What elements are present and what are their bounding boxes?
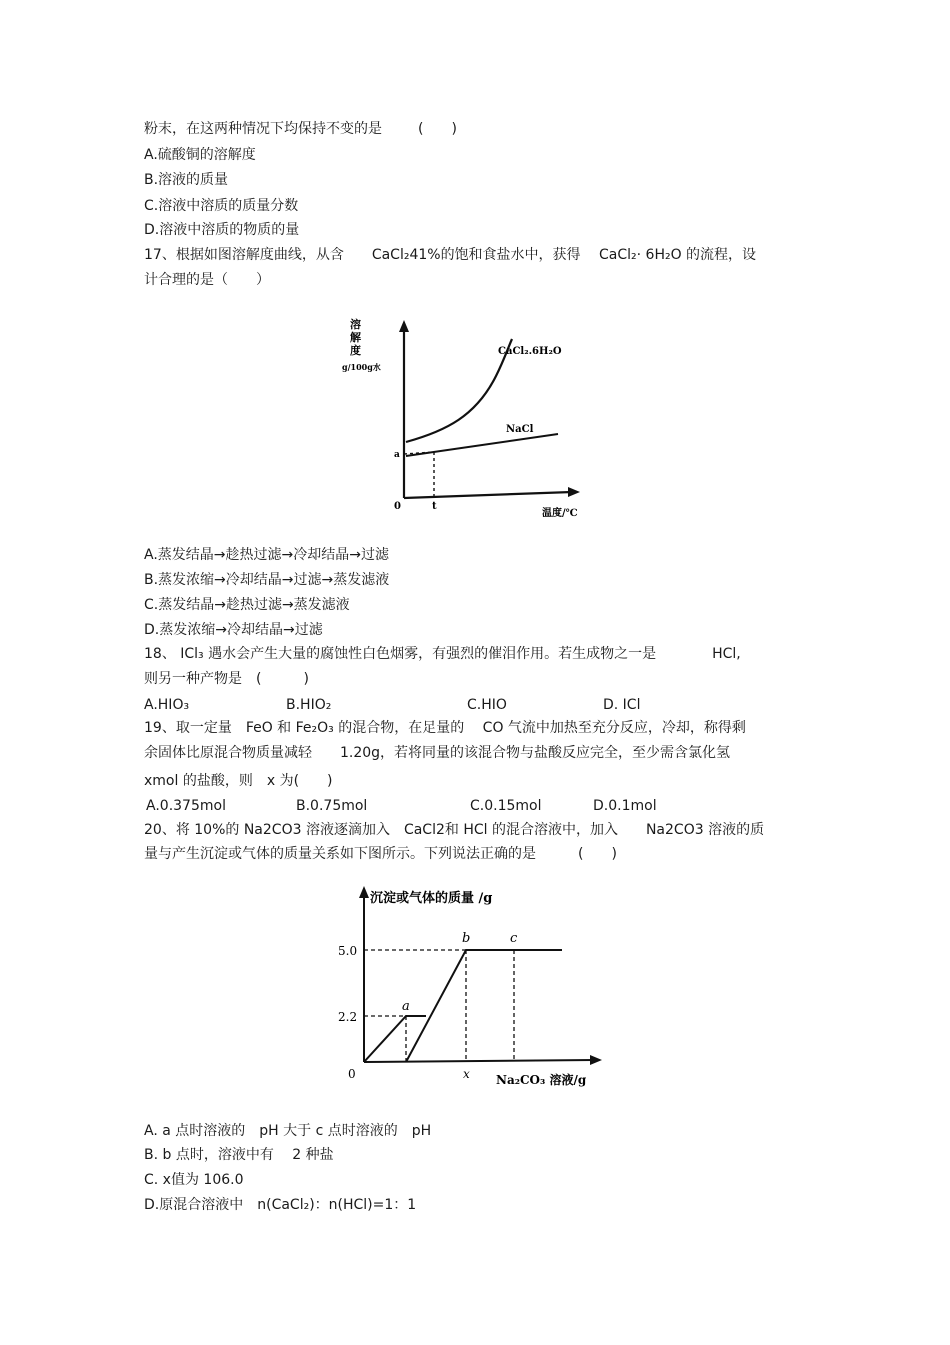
point-c: c: [510, 931, 518, 946]
ylabel: 沉淀或气体的质量 /g: [370, 891, 493, 906]
q16-stem: [144, 120, 457, 138]
q17-option-d: D.蒸发浓缩→冷却结晶→过滤: [144, 622, 323, 638]
q17-stem-line1: 17、根据如图溶解度曲线，从含 CaCl₂41%的饱和食盐水中，获得 CaCl₂· 6H₂O 的流程，设: [144, 247, 757, 263]
q20-option-b: B. b 点时，溶液中有 2 种盐: [144, 1147, 334, 1163]
q17-stem-line2: 计合理的是（ ）: [144, 272, 270, 288]
q18-option-d: D. ICl: [603, 697, 641, 713]
q18-option-c: C.HIO: [467, 697, 507, 713]
ytick-5-0: 5.0: [338, 944, 358, 958]
origin-label: 0: [348, 1067, 356, 1081]
q16-paren: ( ): [418, 121, 457, 137]
ylabel-line2: 解: [350, 331, 361, 344]
xtick-x: x: [463, 1067, 470, 1081]
cacl2-curve: [406, 339, 512, 442]
precipitate-line: [406, 950, 562, 1062]
q17-option-b: B.蒸发浓缩→冷却结晶→过滤→蒸发滤液: [144, 572, 390, 588]
x-axis-arrow: [568, 487, 580, 497]
q19-stem-line1: 19、取一定量 FeO 和 Fe₂O₃ 的混合物，在足量的 CO 气流中加热至充分反应，冷却，称得剩: [144, 720, 746, 736]
x-axis: [364, 1060, 594, 1062]
series-cacl2-label: CaCl₂.6H₂O: [498, 346, 562, 357]
q20-stem-line2: 量与产生沉淀或气体的质量关系如下图所示。下列说法正确的是 ( ): [144, 846, 617, 862]
q17-option-c: C.蒸发结晶→趁热过滤→蒸发滤液: [144, 597, 350, 613]
x-axis: [404, 492, 572, 498]
q16-option-d: D.溶液中溶质的物质的量: [144, 222, 300, 238]
y-axis-arrow: [399, 320, 409, 332]
y-axis-arrow: [359, 886, 369, 898]
q19-option-a: A.0.375mol: [146, 798, 226, 814]
q19-option-c: C.0.15mol: [470, 798, 542, 814]
q19-option-b: B.0.75mol: [296, 798, 368, 814]
guide-a: [404, 452, 434, 454]
q18-option-a: A.HIO₃: [144, 697, 190, 713]
q16-option-c: C.溶液中溶质的质量分数: [144, 198, 299, 214]
q20-option-c: C. x值为 106.0: [144, 1172, 244, 1188]
q18-stem-line1: 18、 ICl₃ 遇水会产生大量的腐蚀性白色烟雾，有强烈的催泪作用。若生成物之一是 HCl,: [144, 646, 741, 662]
solubility-figure: [336, 306, 606, 526]
precipitate-mass-chart: [326, 876, 612, 1092]
tick-t: t: [432, 501, 437, 512]
q16-option-a: A.硫酸铜的溶解度: [144, 147, 256, 163]
tick-a: a: [394, 450, 400, 460]
q20-option-a: A. a 点时溶液的 pH 大于 c 点时溶液的 pH: [144, 1123, 432, 1139]
q17-option-a: A.蒸发结晶→趁热过滤→冷却结晶→过滤: [144, 547, 389, 563]
xlabel: 温度/℃: [542, 508, 578, 519]
series-nacl-label: NaCl: [506, 424, 534, 435]
gas-line: [364, 1016, 426, 1062]
ylabel-unit: g/100g水: [342, 362, 381, 372]
ylabel-line1: 溶: [350, 318, 361, 331]
q19-stem-line3: xmol 的盐酸，则 x 为( ): [144, 773, 333, 789]
q16-stem-text: 粉末，在这两种情况下均保持不变的是: [144, 121, 382, 137]
q19-option-d: D.0.1mol: [593, 798, 657, 814]
xlabel: Na₂CO₃ 溶液/g: [496, 1073, 587, 1087]
origin-label: 0: [394, 501, 401, 512]
x-axis-arrow: [590, 1055, 602, 1065]
precipitate-figure: [326, 876, 612, 1092]
ytick-2-2: 2.2: [338, 1010, 358, 1024]
q19-stem-line2: 余固体比原混合物质量减轻 1.20g，若将同量的该混合物与盐酸反应完全，至少需含氯化氢: [144, 745, 731, 761]
solubility-curve-chart: [336, 306, 606, 526]
point-a: a: [402, 999, 410, 1014]
q16-option-b: B.溶液的质量: [144, 172, 229, 188]
ylabel-line3: 度: [350, 344, 361, 357]
q20-stem-line1: 20、将 10%的 Na2CO3 溶液逐滴加入 CaCl2和 HCl 的混合溶液中，加入 Na2CO3 溶液的质: [144, 822, 765, 838]
q18-option-b: B.HIO₂: [286, 697, 332, 713]
q20-option-d: D.原混合溶液中 n(CaCl₂)：n(HCl)=1：1: [144, 1197, 417, 1213]
q18-stem-line2: 则另一种产物是 ( ): [144, 671, 309, 687]
point-b: b: [462, 931, 471, 946]
